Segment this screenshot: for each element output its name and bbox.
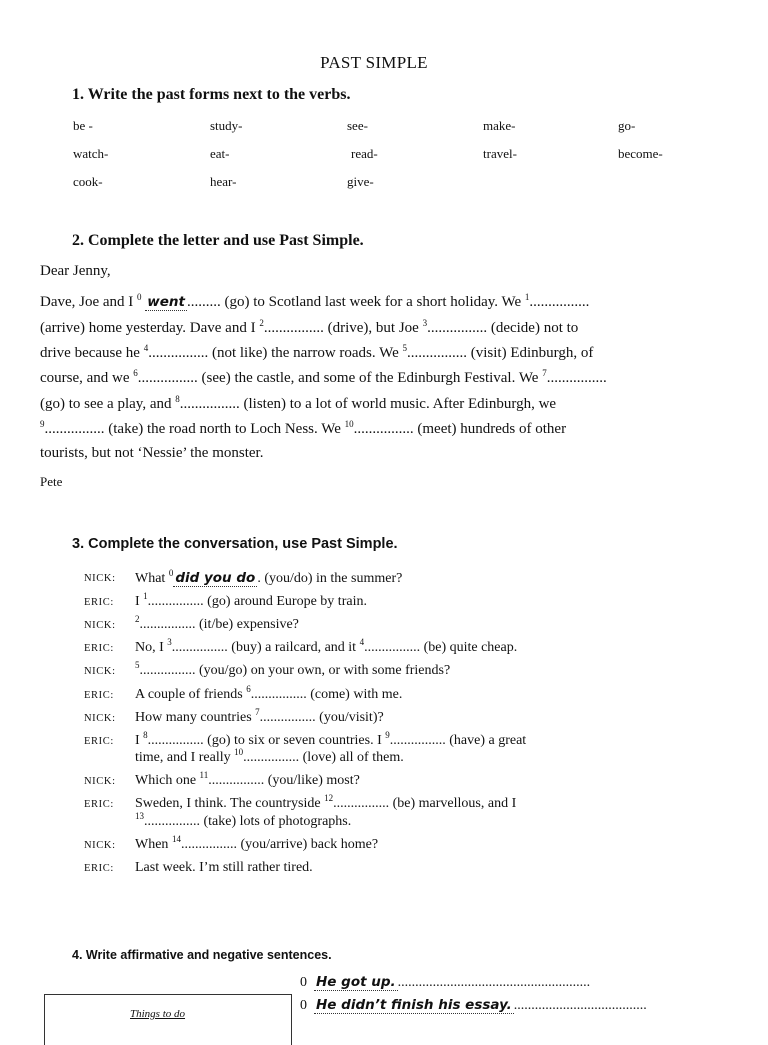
speaker-label: ERIC:: [84, 799, 114, 810]
page-title: PAST SIMPLE: [320, 53, 428, 72]
speaker-label: ERIC:: [84, 643, 114, 654]
speaker-label: ERIC:: [84, 863, 114, 874]
verb-item: travel-: [483, 146, 517, 161]
things-to-do-title: Things to do: [130, 1008, 186, 1020]
letter-signoff: Pete: [40, 474, 63, 486]
letter-line: (go) to see a play, and $^8$................ (listen) to a lot of world music. After Edinburgh, we: [40, 394, 557, 412]
speaker-label: NICK:: [84, 776, 116, 787]
conversation-line: No, I $^3$................ (buy) a railcard, and it $^4$................ (be) quite cheap.: [135, 637, 518, 655]
verb-item: cook-: [73, 174, 103, 189]
conversation-line: $^{13}$................ (take) lots of photographs.: [135, 811, 352, 829]
conversation-line: What $^0$ did you do . (you/do) in the summer?: [135, 568, 403, 586]
example-answer: went: [147, 294, 185, 310]
conversation-line: I $^8$................ (go) to six or seven countries. I $^9$................ (have) a great: [135, 730, 527, 748]
verb-item: hear-: [210, 174, 237, 189]
exercise-4-heading: 4. Write affirmative and negative sentences.: [72, 948, 332, 962]
conversation-line: Sweden, I think. The countryside $^{12}$................ (be) marvellous, and I: [135, 793, 517, 811]
conversation-line: How many countries $^7$................ (you/visit)?: [135, 707, 384, 725]
letter-line: drive because he $^4$................ (not like) the narrow roads. We $^5$................ (visit) Edinburgh, of: [40, 343, 594, 361]
exercise-1-heading: 1. Write the past forms next to the verbs.: [72, 86, 351, 103]
conversation-line: $^2$................ (it/be) expensive?: [135, 614, 299, 632]
verb-item: watch-: [73, 146, 109, 161]
speaker-label: NICK:: [84, 620, 116, 631]
conversation-line: time, and I really $^{10}$................ (love) all of them.: [135, 747, 404, 765]
verb-item: be -: [73, 118, 93, 133]
answer-line: 0 He didn’t finish his essay. ......................................: [300, 997, 647, 1013]
verb-item: give-: [347, 174, 374, 189]
speaker-label: NICK:: [84, 666, 116, 677]
letter-line: (arrive) home yesterday. Dave and I $^2$................ (drive), but Joe $^3$................ (decide) not to: [40, 318, 579, 336]
verb-item: see-: [347, 118, 368, 133]
letter-line: tourists, but not ‘Nessie’ the monster.: [40, 445, 264, 461]
speaker-label: NICK:: [84, 573, 116, 584]
conversation-line: Which one $^{11}$................ (you/like) most?: [135, 770, 360, 788]
exercise-2-heading: 2. Complete the letter and use Past Simple.: [72, 232, 364, 249]
letter-greeting: Dear Jenny,: [40, 263, 111, 279]
speaker-label: NICK:: [84, 713, 116, 724]
speaker-label: ERIC:: [84, 690, 114, 701]
conversation-line: Last week. I’m still rather tired.: [135, 860, 313, 875]
example-answer: did you do: [175, 570, 256, 586]
speaker-label: ERIC:: [84, 736, 114, 747]
speaker-label: ERIC:: [84, 597, 114, 608]
speaker-label: NICK:: [84, 840, 116, 851]
letter-line: course, and we $^6$................ (see) the castle, and some of the Edinburgh Festival. We $^7$................: [40, 368, 607, 386]
verb-item: study-: [210, 118, 243, 133]
example-answer: He didn’t finish his essay.: [316, 997, 512, 1013]
letter-line: $^9$................ (take) the road north to Loch Ness. We $^{10}$................ (meet) hundreds of other: [40, 419, 567, 437]
verb-item: go-: [618, 118, 636, 133]
verb-item: read-: [351, 146, 378, 161]
conversation-line: When $^{14}$................ (you/arrive) back home?: [135, 834, 379, 852]
conversation-line: I $^1$................ (go) around Europe by train.: [135, 591, 367, 609]
conversation-line: $^5$................ (you/go) on your own, or with some friends?: [135, 660, 451, 678]
example-answer: He got up.: [316, 974, 396, 990]
exercise-3-heading: 3. Complete the conversation, use Past Simple.: [72, 536, 398, 552]
verb-item: eat-: [210, 146, 230, 161]
answer-line: 0 He got up. .......................................................: [300, 974, 591, 990]
verb-item: become-: [618, 146, 663, 161]
letter-line: Dave, Joe and I $^0$ went ......... (go) to Scotland last week for a short holiday. We $^1$................: [40, 292, 590, 310]
verb-item: make-: [483, 118, 516, 133]
conversation-line: A couple of friends $^6$................ (come) with me.: [135, 684, 403, 702]
